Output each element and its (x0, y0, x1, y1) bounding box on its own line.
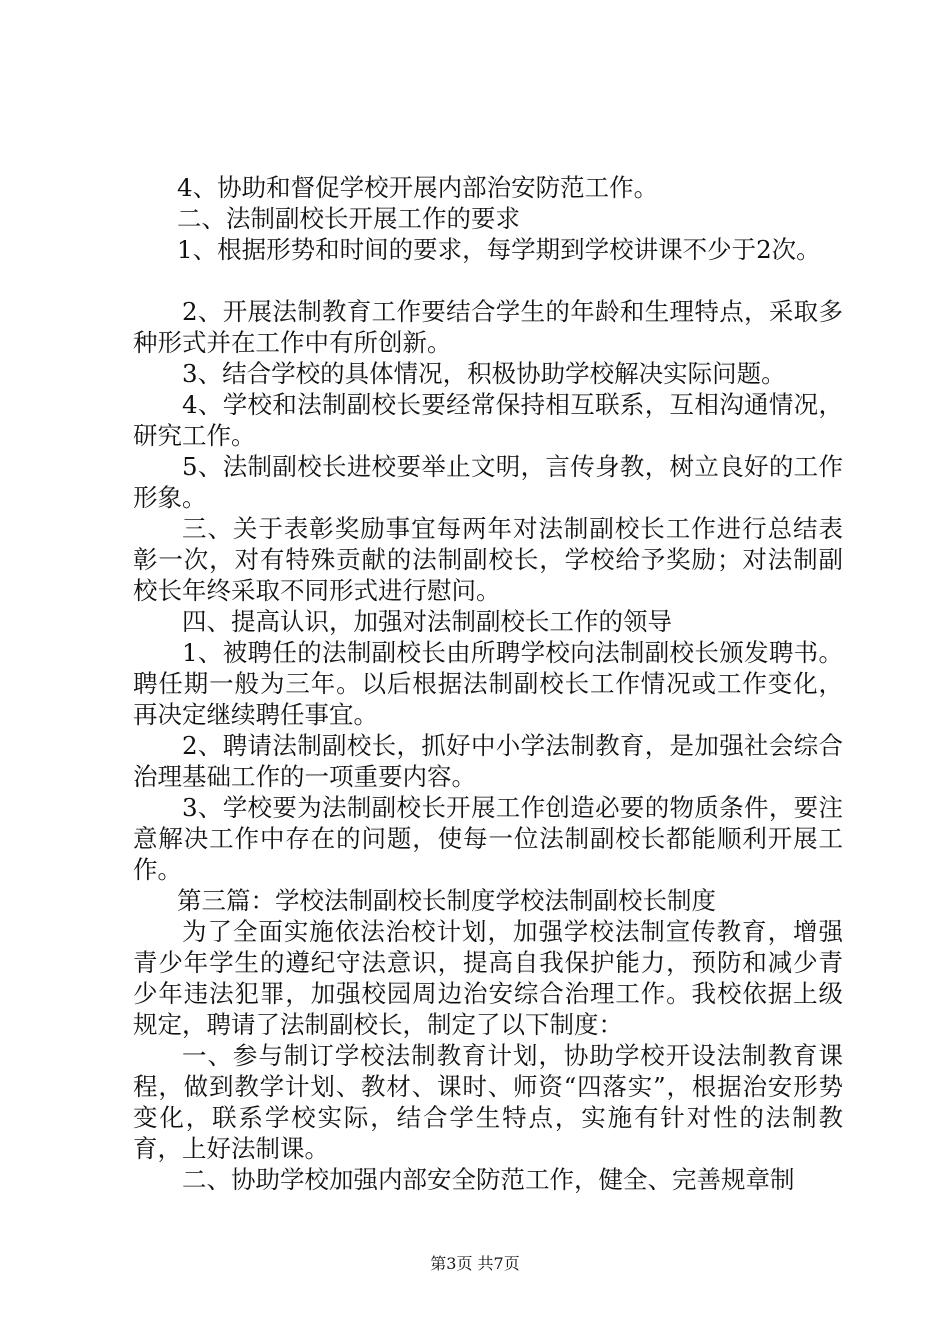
paragraph-3: 1、根据形势和时间的要求，每学期到学校讲课不少于2次。 (177, 235, 821, 264)
paragraph-11: 2、聘请法制副校长，抓好中小学法制教育，是加强社会综合治理基础工作的一项重要内容。 (133, 731, 843, 791)
document-body (133, 172, 843, 1195)
paragraph-7: 5、法制副校长进校要举止文明，言传身教，树立良好的工作形象。 (133, 452, 843, 512)
paragraph-8: 三、关于表彰奖励事宜每两年对法制副校长工作进行总结表彰一次，对有特殊贡献的法制副校长，学校给予奖励；对法制副校长年终采取不同形式进行慰问。 (133, 514, 843, 605)
page-number-footer: 第3页 共7页 (430, 1254, 520, 1273)
paragraph-12: 3、学校要为法制副校长开展工作创造必要的物质条件，要注意解决工作中存在的问题，使每一位法制副校长都能顺利开展工作。 (133, 793, 843, 884)
paragraph-14: 为了全面实施依法治校计划，加强学校法制宣传教育，增强青少年学生的遵纪守法意识，提高自我保护能力，预防和减少青少年违法犯罪，加强校园周边治安综合治理工作。我校依据上级规定，聘请了法制副校长，制定了以下制度： (133, 917, 843, 1039)
section-heading-2: 二、法制副校长开展工作的要求 (177, 204, 520, 233)
paragraph-15: 一、参与制订学校法制教育计划，协助学校开设法制教育课程，做到教学计划、教材、课时、师资“四落实”，根据治安形势变化，联系学校实际，结合学生特点，实施有针对性的法制教育，上好法制课。 (133, 1041, 843, 1163)
paragraph-4: 2、开展法制教育工作要结合学生的年龄和生理特点，采取多种形式并在工作中有所创新。 (133, 297, 843, 357)
paragraph-6: 4、学校和法制副校长要经常保持相互联系，互相沟通情况，研究工作。 (133, 390, 843, 450)
paragraph-10: 1、被聘任的法制副校长由所聘学校向法制副校长颁发聘书。聘任期一般为三年。以后根据法制副校长工作情况或工作变化，再决定继续聘任事宜。 (133, 638, 843, 729)
paragraph-1: 4、协助和督促学校开展内部治安防范工作。 (177, 173, 659, 202)
chapter-title: 第三篇：学校法制副校长制度学校法制副校长制度 (177, 886, 716, 915)
paragraph-16: 二、协助学校加强内部安全防范工作，健全、完善规章制 (182, 1165, 795, 1194)
section-heading-9: 四、提高认识，加强对法制副校长工作的领导 (182, 607, 672, 636)
paragraph-5: 3、结合学校的具体情况，积极协助学校解决实际问题。 (182, 359, 786, 388)
